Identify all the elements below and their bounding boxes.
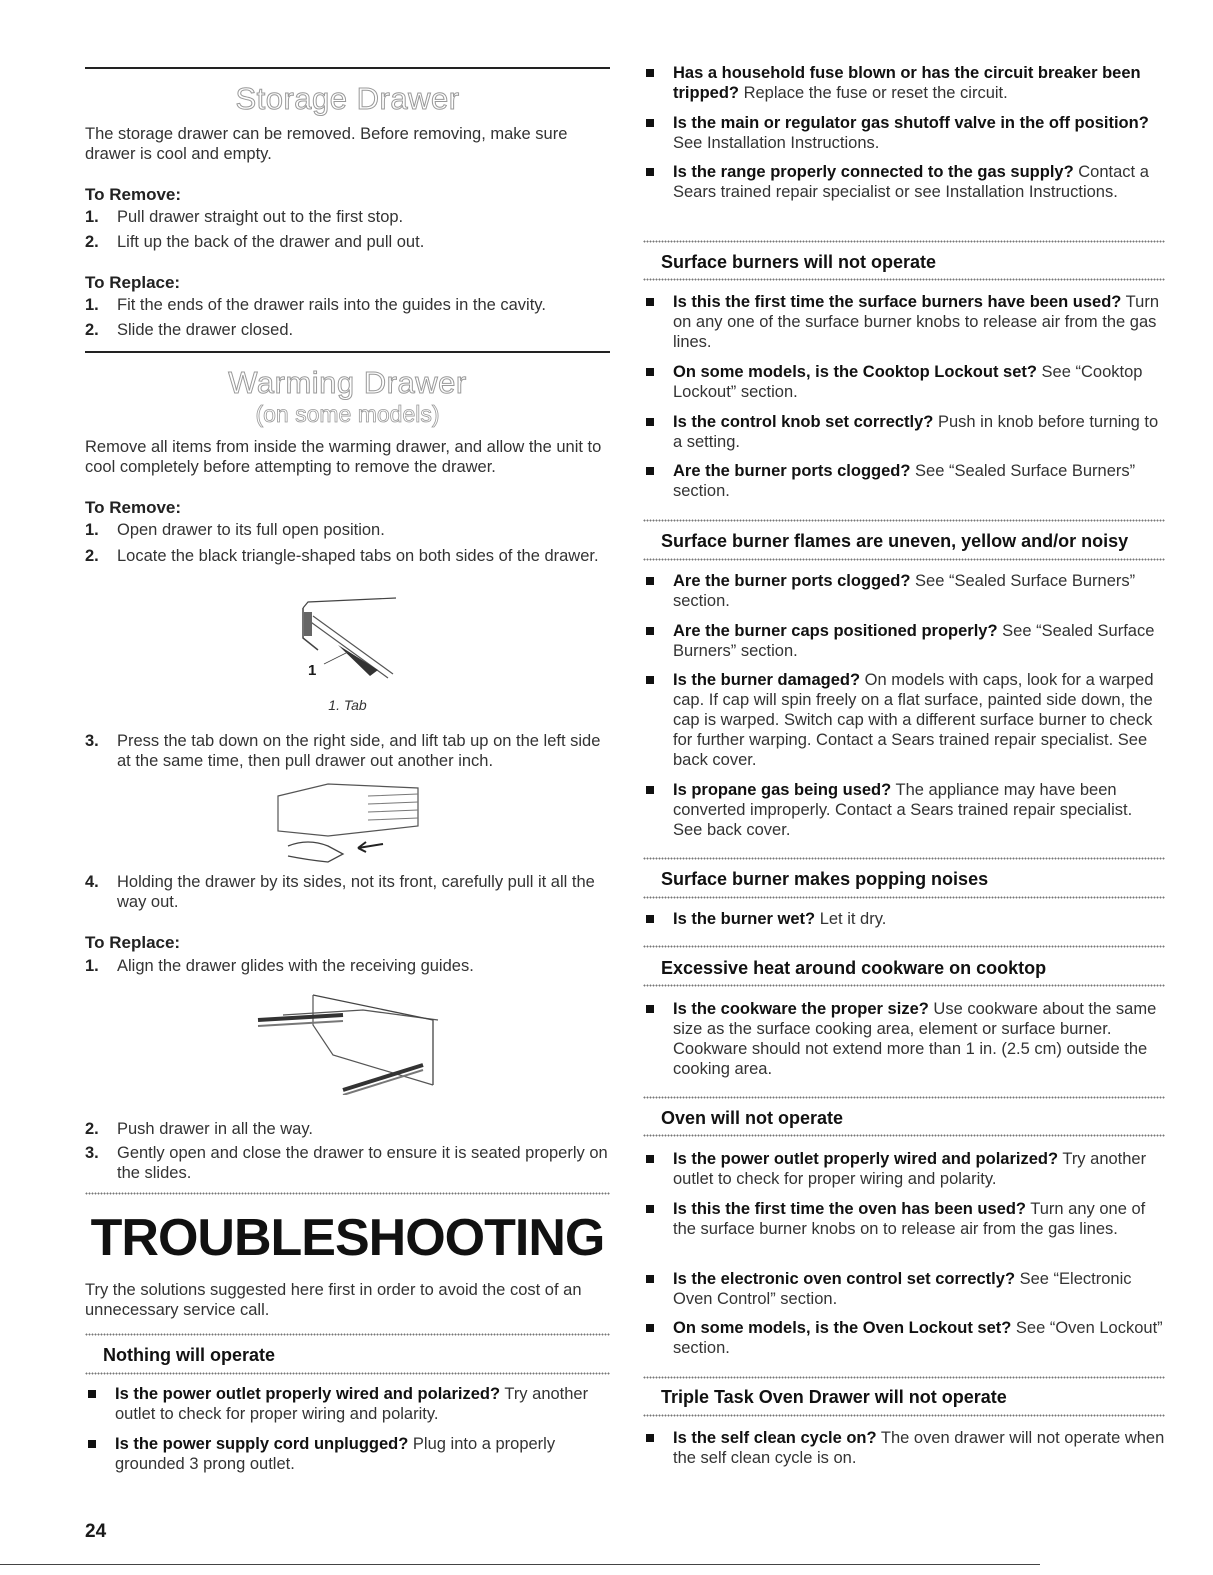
dotted-rule [85,1372,610,1375]
item-answer: Contact a Sears trained repair specialist or see Installation Instructions. [673,163,1149,201]
step-text: Push drawer in all the way. [117,1120,313,1138]
item-question: Is the main or regulator gas shutoff valve in the off position? [673,114,1149,132]
item-answer: Try another outlet to check for proper wiring and polarity. [673,1150,1147,1188]
item-question: Is the range properly connected to the gas supply? [673,163,1074,181]
step-number: 2. [85,547,99,565]
flames-uneven-heading: Surface burner flames are uneven, yellow and/or noisy [661,531,1129,551]
storage-remove-step [85,207,610,227]
item-answer: Turn any one of the surface burner knobs on to release air from the gas lines. [673,1200,1146,1238]
step-text: Align the drawer glides with the receiving guides. [117,957,474,975]
warming-remove-step [85,520,610,540]
dotted-rule [643,1376,1165,1379]
storage-replace-step [85,320,610,340]
item-answer: See “Sealed Surface Burners” section. [673,622,1155,660]
warming-replace-heading: To Replace: [85,933,181,952]
dotted-rule [643,1096,1165,1099]
troubleshoot-item [643,670,1165,770]
dotted-rule [643,857,1165,860]
storage-drawer-title: Storage Drawer [235,81,460,116]
tab-callout-number: 1 [308,662,317,679]
bullet-square-icon [646,1324,654,1332]
glides-figure [85,985,610,1100]
step-number: 1. [85,296,99,314]
storage-remove-step [85,232,610,252]
bullet-square-icon [88,1390,96,1398]
step-number: 2. [85,1120,99,1138]
step-text: Slide the drawer closed. [117,321,294,339]
bullet-square-icon [646,676,654,684]
step-number: 2. [85,321,99,339]
dotted-rule [643,945,1165,948]
bullet-square-icon [646,627,654,635]
item-answer: Use cookware about the same size as the surface cooking area, element or surface burner. Cookware should not extend more than 1 in. (2.5 cm) outside the cooking area. [673,1000,1157,1078]
item-question: On some models, is the Cooktop Lockout set? [673,363,1037,381]
bullet-square-icon [646,786,654,794]
troubleshoot-item [643,909,1165,929]
tab-figure-caption: 1. Tab [328,697,367,713]
item-answer: See “Electronic Oven Control” section. [673,1270,1132,1308]
item-question: Is the control knob set correctly? [673,413,934,431]
step-number: 3. [85,732,99,750]
warming-remove-step [85,546,610,566]
step-number: 1. [85,521,99,539]
dotted-rule [643,240,1165,243]
item-question: Is this the first time the oven has been used? [673,1200,1026,1218]
dotted-rule [643,519,1165,522]
storage-intro: The storage drawer can be removed. Before removing, make sure drawer is cool and empty. [85,125,568,163]
bullet-square-icon [646,298,654,306]
item-answer: Replace the fuse or reset the circuit. [739,84,1008,102]
item-question: Is the power supply cord unplugged? [115,1435,409,1453]
warming-remove-heading: To Remove: [85,498,182,517]
step-text: Holding the drawer by its sides, not its front, carefully pull it all the way out. [117,873,595,911]
troubleshooting-title: TROUBLESHOOTING [90,1209,605,1267]
press-tab-figure [85,776,610,871]
item-answer: Let it dry. [815,910,887,928]
step-text: Locate the black triangle-shaped tabs on both sides of the drawer. [117,547,599,565]
bullet-square-icon [646,1005,654,1013]
bullet-square-icon [646,168,654,176]
troubleshoot-item [643,461,1165,501]
step-number: 4. [85,873,99,891]
bullet-square-icon [646,1275,654,1283]
troubleshooting-intro: Try the solutions suggested here first in order to avoid the cost of an unnecessary service call. [85,1281,582,1319]
bullet-square-icon [646,69,654,77]
dotted-rule [643,558,1165,561]
item-question: Is this the first time the surface burners have been used? [673,293,1122,311]
item-question: Is the cookware the proper size? [673,1000,929,1018]
item-answer: See “Cooktop Lockout” section. [673,363,1143,401]
oven-not-operate-heading: Oven will not operate [661,1108,844,1128]
step-text: Press the tab down on the right side, and lift tab up on the left side at the same time, then pull drawer out another inch. [117,732,601,770]
item-question: On some models, is the Oven Lockout set? [673,1319,1012,1337]
step-text: Fit the ends of the drawer rails into the guides in the cavity. [117,296,546,314]
surface-burners-heading: Surface burners will not operate [661,252,937,272]
bullet-square-icon [646,368,654,376]
warming-replace-step [85,956,610,976]
troubleshoot-item [643,999,1165,1079]
storage-replace-heading: To Replace: [85,273,181,292]
step-text: Gently open and close the drawer to ensure it is seated properly on the slides. [117,1144,608,1182]
item-answer: The oven drawer will not operate when the self clean cycle is on. [673,1429,1165,1467]
item-answer: Plug into a properly grounded 3 prong outlet. [115,1435,556,1473]
step-number: 1. [85,957,99,975]
troubleshoot-item [643,412,1165,452]
dotted-rule [643,1134,1165,1137]
item-answer: See “Oven Lockout” section. [673,1319,1163,1357]
item-question: Are the burner ports clogged? [673,572,911,590]
bullet-square-icon [646,418,654,426]
troubleshoot-item [643,621,1165,661]
troubleshoot-item [643,113,1165,153]
press-tab-illustration [258,776,438,866]
bullet-square-icon [646,1205,654,1213]
dotted-rule [643,278,1165,281]
troubleshoot-item [643,162,1165,202]
item-question: Is the power outlet properly wired and polarized? [115,1385,501,1403]
item-answer: On models with caps, look for a warped cap. If cap will spin freely on a flat surface, painted side down, the cap is warped. Switch cap with a different surface burner to check for further warping. Contact a Sears trained repair specialist. See back cover. [673,671,1154,769]
drawer-tab-illustration [268,590,428,690]
dotted-rule [85,1192,610,1195]
troubleshoot-item [643,780,1165,840]
troubleshoot-item [643,1149,1165,1189]
troubleshoot-item [643,362,1165,402]
excessive-heat-heading: Excessive heat around cookware on cooktop [661,958,1047,978]
bullet-square-icon [646,1155,654,1163]
triple-task-drawer-heading: Triple Task Oven Drawer will not operate [661,1387,1007,1407]
troubleshoot-item [643,571,1165,611]
item-question: Are the burner caps positioned properly? [673,622,998,640]
step-text: Open drawer to its full open position. [117,521,385,539]
item-answer: The appliance may have been converted improperly. Contact a Sears trained repair specialist. See back cover. [673,781,1133,839]
item-question: Is the burner wet? [673,910,816,928]
troubleshoot-item [643,1428,1165,1468]
drawer-glides-illustration [243,985,453,1095]
troubleshoot-item [643,63,1165,103]
popping-noises-heading: Surface burner makes popping noises [661,869,989,889]
warming-remove-step [85,731,610,771]
step-text: Lift up the back of the drawer and pull out. [117,233,425,251]
step-number: 1. [85,208,99,226]
bullet-square-icon [646,1434,654,1442]
bullet-square-icon [88,1440,96,1448]
item-question: Is the electronic oven control set correctly? [673,1270,1016,1288]
warming-intro: Remove all items from inside the warming drawer, and allow the unit to cool completely before attempting to remove the drawer. [85,438,602,476]
item-question: Is the self clean cycle on? [673,1429,877,1447]
item-question: Has a household fuse blown or has the circuit breaker been tripped? [673,64,1141,102]
item-question: Is the burner damaged? [673,671,861,689]
step-number: 3. [85,1144,99,1162]
troubleshoot-item [643,292,1165,352]
step-number: 2. [85,233,99,251]
bullet-square-icon [646,467,654,475]
warming-remove-step [85,872,610,912]
warming-drawer-subtitle: (on some models) [255,401,440,427]
bullet-square-icon [646,577,654,585]
warming-replace-step [85,1119,610,1139]
item-answer: See Installation Instructions. [673,134,880,152]
item-answer: Turn on any one of the surface burner knobs to release air from the gas lines. [673,293,1159,351]
troubleshoot-item [643,1199,1165,1239]
step-text: Pull drawer straight out to the first stop. [117,208,404,226]
item-answer: See “Sealed Surface Burners” section. [673,462,1136,500]
section-rule [85,67,610,69]
dotted-rule [643,1414,1165,1417]
bullet-square-icon [646,915,654,923]
troubleshoot-item [643,1318,1165,1358]
dotted-rule [643,896,1165,899]
tab-figure [85,590,610,695]
page-number: 24 [85,1521,107,1542]
warming-replace-step [85,1143,610,1183]
item-question: Are the burner ports clogged? [673,462,911,480]
dotted-rule [85,1333,610,1336]
troubleshoot-item [85,1434,610,1474]
nothing-will-operate-heading: Nothing will operate [103,1345,276,1365]
storage-replace-step [85,295,610,315]
item-question: Is propane gas being used? [673,781,892,799]
section-rule [85,351,610,353]
item-answer: Push in knob before turning to a setting. [673,413,1159,451]
warming-drawer-title: Warming Drawer [228,365,467,400]
item-answer: Try another outlet to check for proper wiring and polarity. [115,1385,589,1423]
item-question: Is the power outlet properly wired and polarized? [673,1150,1059,1168]
dotted-rule [643,984,1165,987]
storage-remove-heading: To Remove: [85,185,182,204]
bullet-square-icon [646,119,654,127]
troubleshoot-item [643,1269,1165,1309]
item-answer: See “Sealed Surface Burners” section. [673,572,1136,610]
troubleshoot-item [85,1384,610,1424]
bottom-rule [0,1564,1040,1565]
